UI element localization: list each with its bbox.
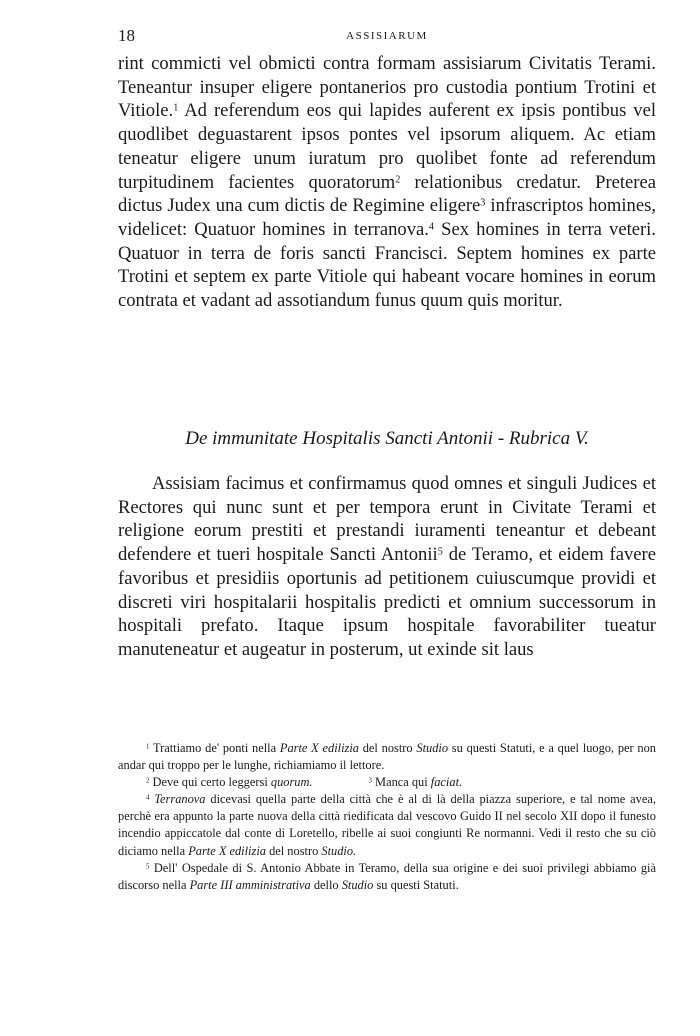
footnote-text-italic: quorum. bbox=[270, 775, 313, 790]
footnote-text: Deve qui certo leggersi bbox=[152, 775, 271, 790]
statute-text-segment: Ad referendum eos qui lapides auferent ex ipsis pontibus vel quodlibet deguastarent ipsos pontes vel ipsorum aliquem. Ac etiam teneatur eligere unum iuratum pro quolibet fonte ad referendum turpitudinem facientes quoratorum bbox=[118, 100, 656, 193]
rubric-heading: De immunitate Hospitalis Sancti Antonii - Rubrica V. bbox=[185, 428, 589, 449]
page-number: 18 bbox=[118, 26, 135, 45]
footnote-text-italic: Parte X edilizia bbox=[279, 741, 359, 755]
statute-text-continued bbox=[118, 52, 656, 313]
footnote-text-italic: Terranova bbox=[154, 792, 206, 807]
footnote-text: su questi Statuti. bbox=[373, 877, 459, 892]
statute-text-segment: infrascriptos homines, videlicet: Quatuor homines in terranova. bbox=[118, 195, 656, 240]
statute-text-segment: Assisiam facimus et confirmamus quod omnes et singuli Judices et Rectores qui nunc sunt et per tempora erunt in Civitate Terami et religione eorum prestiti et prestandi iuramenti teneantur et debeant defendere et tueri hospitale Sancti Antonii bbox=[118, 473, 656, 566]
footnote-1 bbox=[118, 740, 656, 774]
footnote-3 bbox=[369, 774, 463, 791]
footnote-text: del nostro bbox=[358, 741, 417, 755]
footnote-text-italic: Studio bbox=[341, 877, 374, 892]
statute-paragraph bbox=[118, 52, 656, 313]
footnote-text-italic: Parte X edilizia bbox=[188, 843, 266, 858]
footnote-text: del nostro bbox=[265, 843, 322, 858]
statute-text-segment: Sex homines in terra veteri. Quatuor in terra de foris sancti Francisci. Septem homines ex parte Trotini et septem ex parte Vitiole qui habeant vocare homines in eorum contrata et vadant ad assotiandum funus quum quis moritur. bbox=[118, 218, 656, 312]
footnote-text: dello bbox=[310, 877, 342, 892]
footnote-text-italic: faciat. bbox=[430, 775, 463, 790]
footnote-text: su questi Statuti, e a quel luogo, per non andar qui troppo per le lunghe, richiamiamo il lettore. bbox=[118, 741, 656, 773]
footnote-text: dicevasi quella parte della città che è al di là della piazza superiore, e tal nome avea, perchè era appunto la parte nuova della città riedificata dal vescovo Guido II nel secolo XII dopo il funesto incendio appiccatole dal conte di Loretello, ribelle ai suoi congiunti Re normanni. Vedi il resto che su ciò diciamo nella bbox=[118, 792, 656, 858]
footnote-mark: 3 bbox=[368, 777, 372, 785]
page-header bbox=[118, 26, 656, 48]
footnote-divider bbox=[118, 727, 656, 728]
running-head: ASSISIARUM bbox=[346, 30, 428, 42]
footnote-ref-4: 4 bbox=[428, 221, 435, 233]
statute-paragraph bbox=[118, 472, 656, 662]
rubric-v-text bbox=[118, 472, 656, 662]
statute-text-segment: de Teramo, et eidem favere favoribus et presidiis oportunis ad petitionem cuiuscumque providi et discreti viri hospitalarii hospitalis predicti et omnium successorum in hospitali prefato. Itaque ipsum hospitale favorabiliter tueatur manuteneatur et augeatur in posterum, ut exinde sit laus bbox=[118, 544, 656, 660]
footnote-5 bbox=[118, 860, 656, 894]
footnote-ref-1: 1 bbox=[173, 102, 179, 114]
footnote-ref-3: 3 bbox=[480, 197, 486, 209]
footnote-text-italic: Studio bbox=[416, 741, 449, 755]
footnote-4 bbox=[118, 791, 656, 859]
footnotes-2-3 bbox=[118, 774, 656, 791]
footnote-text: Dell' Ospedale di S. Antonio Abbate in Teramo, della sua origine e dei suoi privilegi abbiamo già discorso nella bbox=[118, 860, 656, 892]
statute-text-segment: rint commicti vel obmicti contra formam assisiarum Civitatis Terami. Teneantur insuper eligere pontanerios pro custodia pontium Trotini et Vitiole. bbox=[118, 53, 656, 122]
footnote-text: Trattiamo de' ponti nella bbox=[152, 741, 280, 755]
footnote-mark: 4 bbox=[146, 794, 150, 802]
statute-text-segment: relationibus credatur. Preterea dictus Judex una cum dictis de Regimine eligere bbox=[118, 171, 657, 217]
footnote-text-italic: Parte III amministrativa bbox=[189, 877, 311, 892]
footnote-ref-5: 5 bbox=[437, 546, 443, 558]
footnotes bbox=[118, 740, 656, 894]
footnote-mark: 1 bbox=[146, 743, 150, 751]
footnote-mark: 5 bbox=[146, 862, 150, 870]
footnote-ref-2: 2 bbox=[395, 173, 401, 185]
footnote-2 bbox=[146, 775, 313, 789]
footnote-text: Manca qui bbox=[375, 775, 431, 790]
footnote-mark: 2 bbox=[146, 777, 150, 785]
footnote-text-italic: Studio. bbox=[321, 843, 357, 858]
